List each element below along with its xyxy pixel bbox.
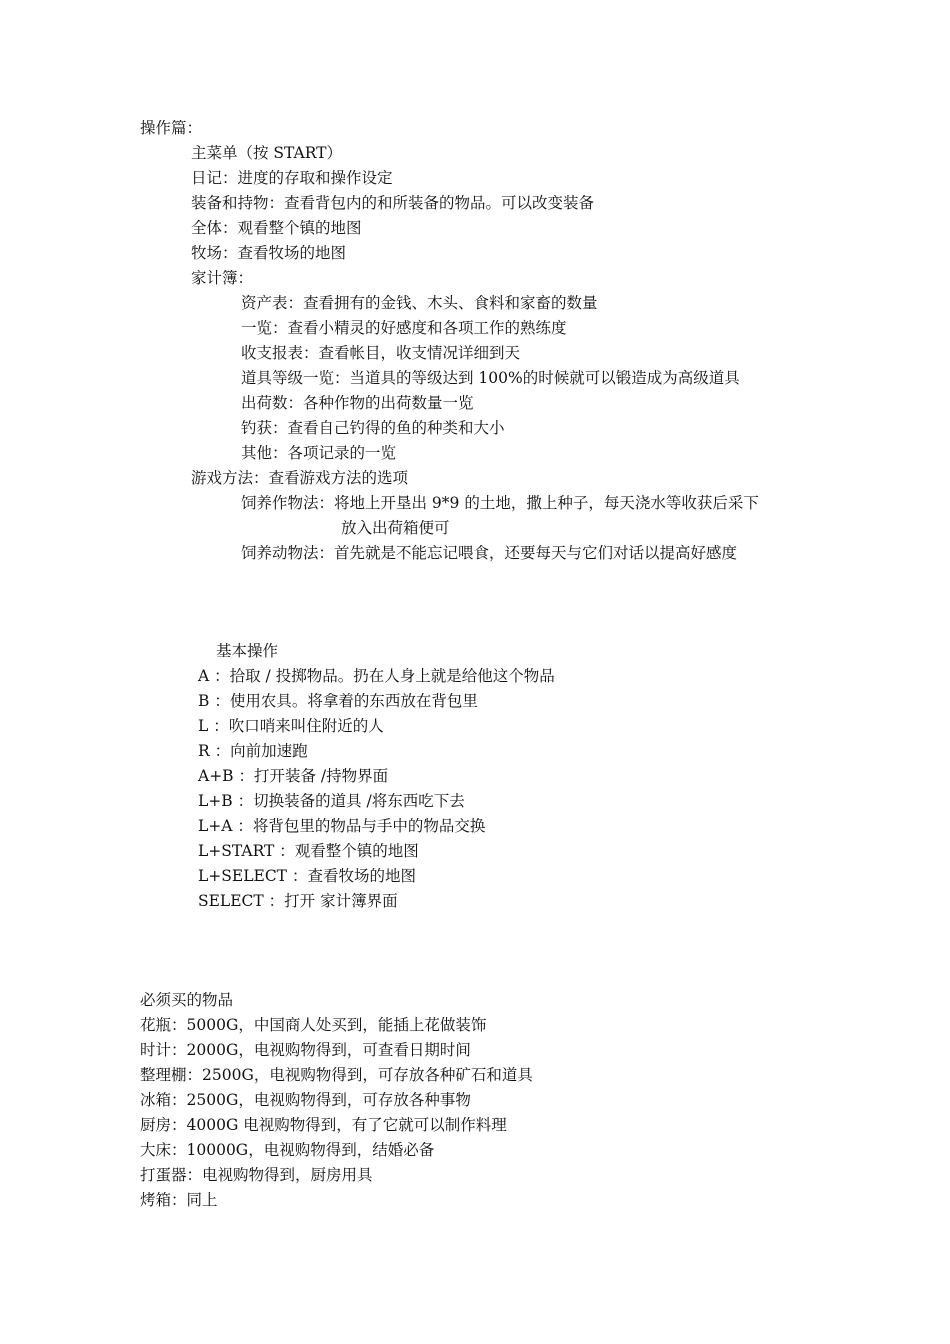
purchase-item: 花瓶：5000G，中国商人处买到，能插上花做装饰 — [140, 1016, 487, 1034]
purchase-item: 打蛋器：电视购物得到，厨房用具 — [140, 1166, 373, 1184]
control-line: A+B ：打开装备 /持物界面 — [198, 767, 389, 785]
purchase-item: 厨房：4000G 电视购物得到，有了它就可以制作料理 — [140, 1116, 507, 1134]
control-line: L+A ：将背包里的物品与手中的物品交换 — [198, 817, 486, 835]
ledger-item: 一览：查看小精灵的好感度和各项工作的熟练度 — [241, 319, 567, 337]
purchase-item: 烤箱：同上 — [140, 1191, 218, 1209]
control-line: L+B ：切换装备的道具 /将东西吃下去 — [198, 792, 465, 810]
purchase-item: 冰箱：2500G，电视购物得到，可存放各种事物 — [140, 1091, 471, 1109]
ledger-item: 出荷数：各种作物的出荷数量一览 — [241, 394, 474, 412]
control-line: L+START ：观看整个镇的地图 — [198, 842, 419, 860]
control-line: A ：拾取 / 投掷物品。扔在人身上就是给他这个物品 — [198, 667, 555, 685]
diary-line: 日记：进度的存取和操作设定 — [191, 169, 393, 187]
ledger-line: 家计簿： — [191, 269, 254, 287]
control-line: L+SELECT ：查看牧场的地图 — [198, 867, 416, 885]
crops-method-continuation: 放入出荷箱便可 — [341, 519, 450, 537]
control-line: R ：向前加速跑 — [198, 742, 308, 760]
ledger-item: 道具等级一览：当道具的等级达到 100%的时候就可以锻造成为高级道具 — [241, 369, 740, 387]
ledger-item: 钓获：查看自己钓得的鱼的种类和大小 — [241, 419, 505, 437]
ledger-item: 其他：各项记录的一览 — [241, 444, 397, 462]
control-line: SELECT ：打开 家计簿界面 — [198, 892, 398, 910]
crops-method-line: 饲养作物法：将地上开垦出 9*9 的土地，撒上种子，每天浇水等收获后采下 — [241, 494, 759, 512]
ranch-map-line: 牧场：查看牧场的地图 — [191, 244, 347, 262]
animals-method-line: 饲养动物法：首先就是不能忘记喂食，还要每天与它们对话以提高好感度 — [241, 544, 738, 562]
purchase-item: 整理棚：2500G，电视购物得到，可存放各种矿石和道具 — [140, 1066, 533, 1084]
control-line: L ：吹口哨来叫住附近的人 — [198, 717, 384, 735]
section-heading-operations: 操作篇： — [140, 119, 203, 137]
overall-map-line: 全体：观看整个镇的地图 — [191, 219, 362, 237]
ledger-item: 收支报表：查看帐目，收支情况详细到天 — [241, 344, 521, 362]
main-menu-line: 主菜单（按 START） — [191, 144, 342, 162]
ledger-item: 资产表：查看拥有的金钱、木头、食料和家畜的数量 — [241, 294, 598, 312]
purchase-item: 时计：2000G，电视购物得到，可查看日期时间 — [140, 1041, 471, 1059]
equipment-line: 装备和持物：查看背包内的和所装备的物品。可以改变装备 — [191, 194, 595, 212]
gameplay-line: 游戏方法：查看游戏方法的选项 — [191, 469, 409, 487]
section-heading-basic-controls: 基本操作 — [216, 642, 279, 660]
purchase-item: 大床：10000G，电视购物得到，结婚必备 — [140, 1141, 435, 1159]
section-heading-must-buy: 必须买的物品 — [140, 991, 234, 1009]
control-line: B ：使用农具。将拿着的东西放在背包里 — [198, 692, 478, 710]
